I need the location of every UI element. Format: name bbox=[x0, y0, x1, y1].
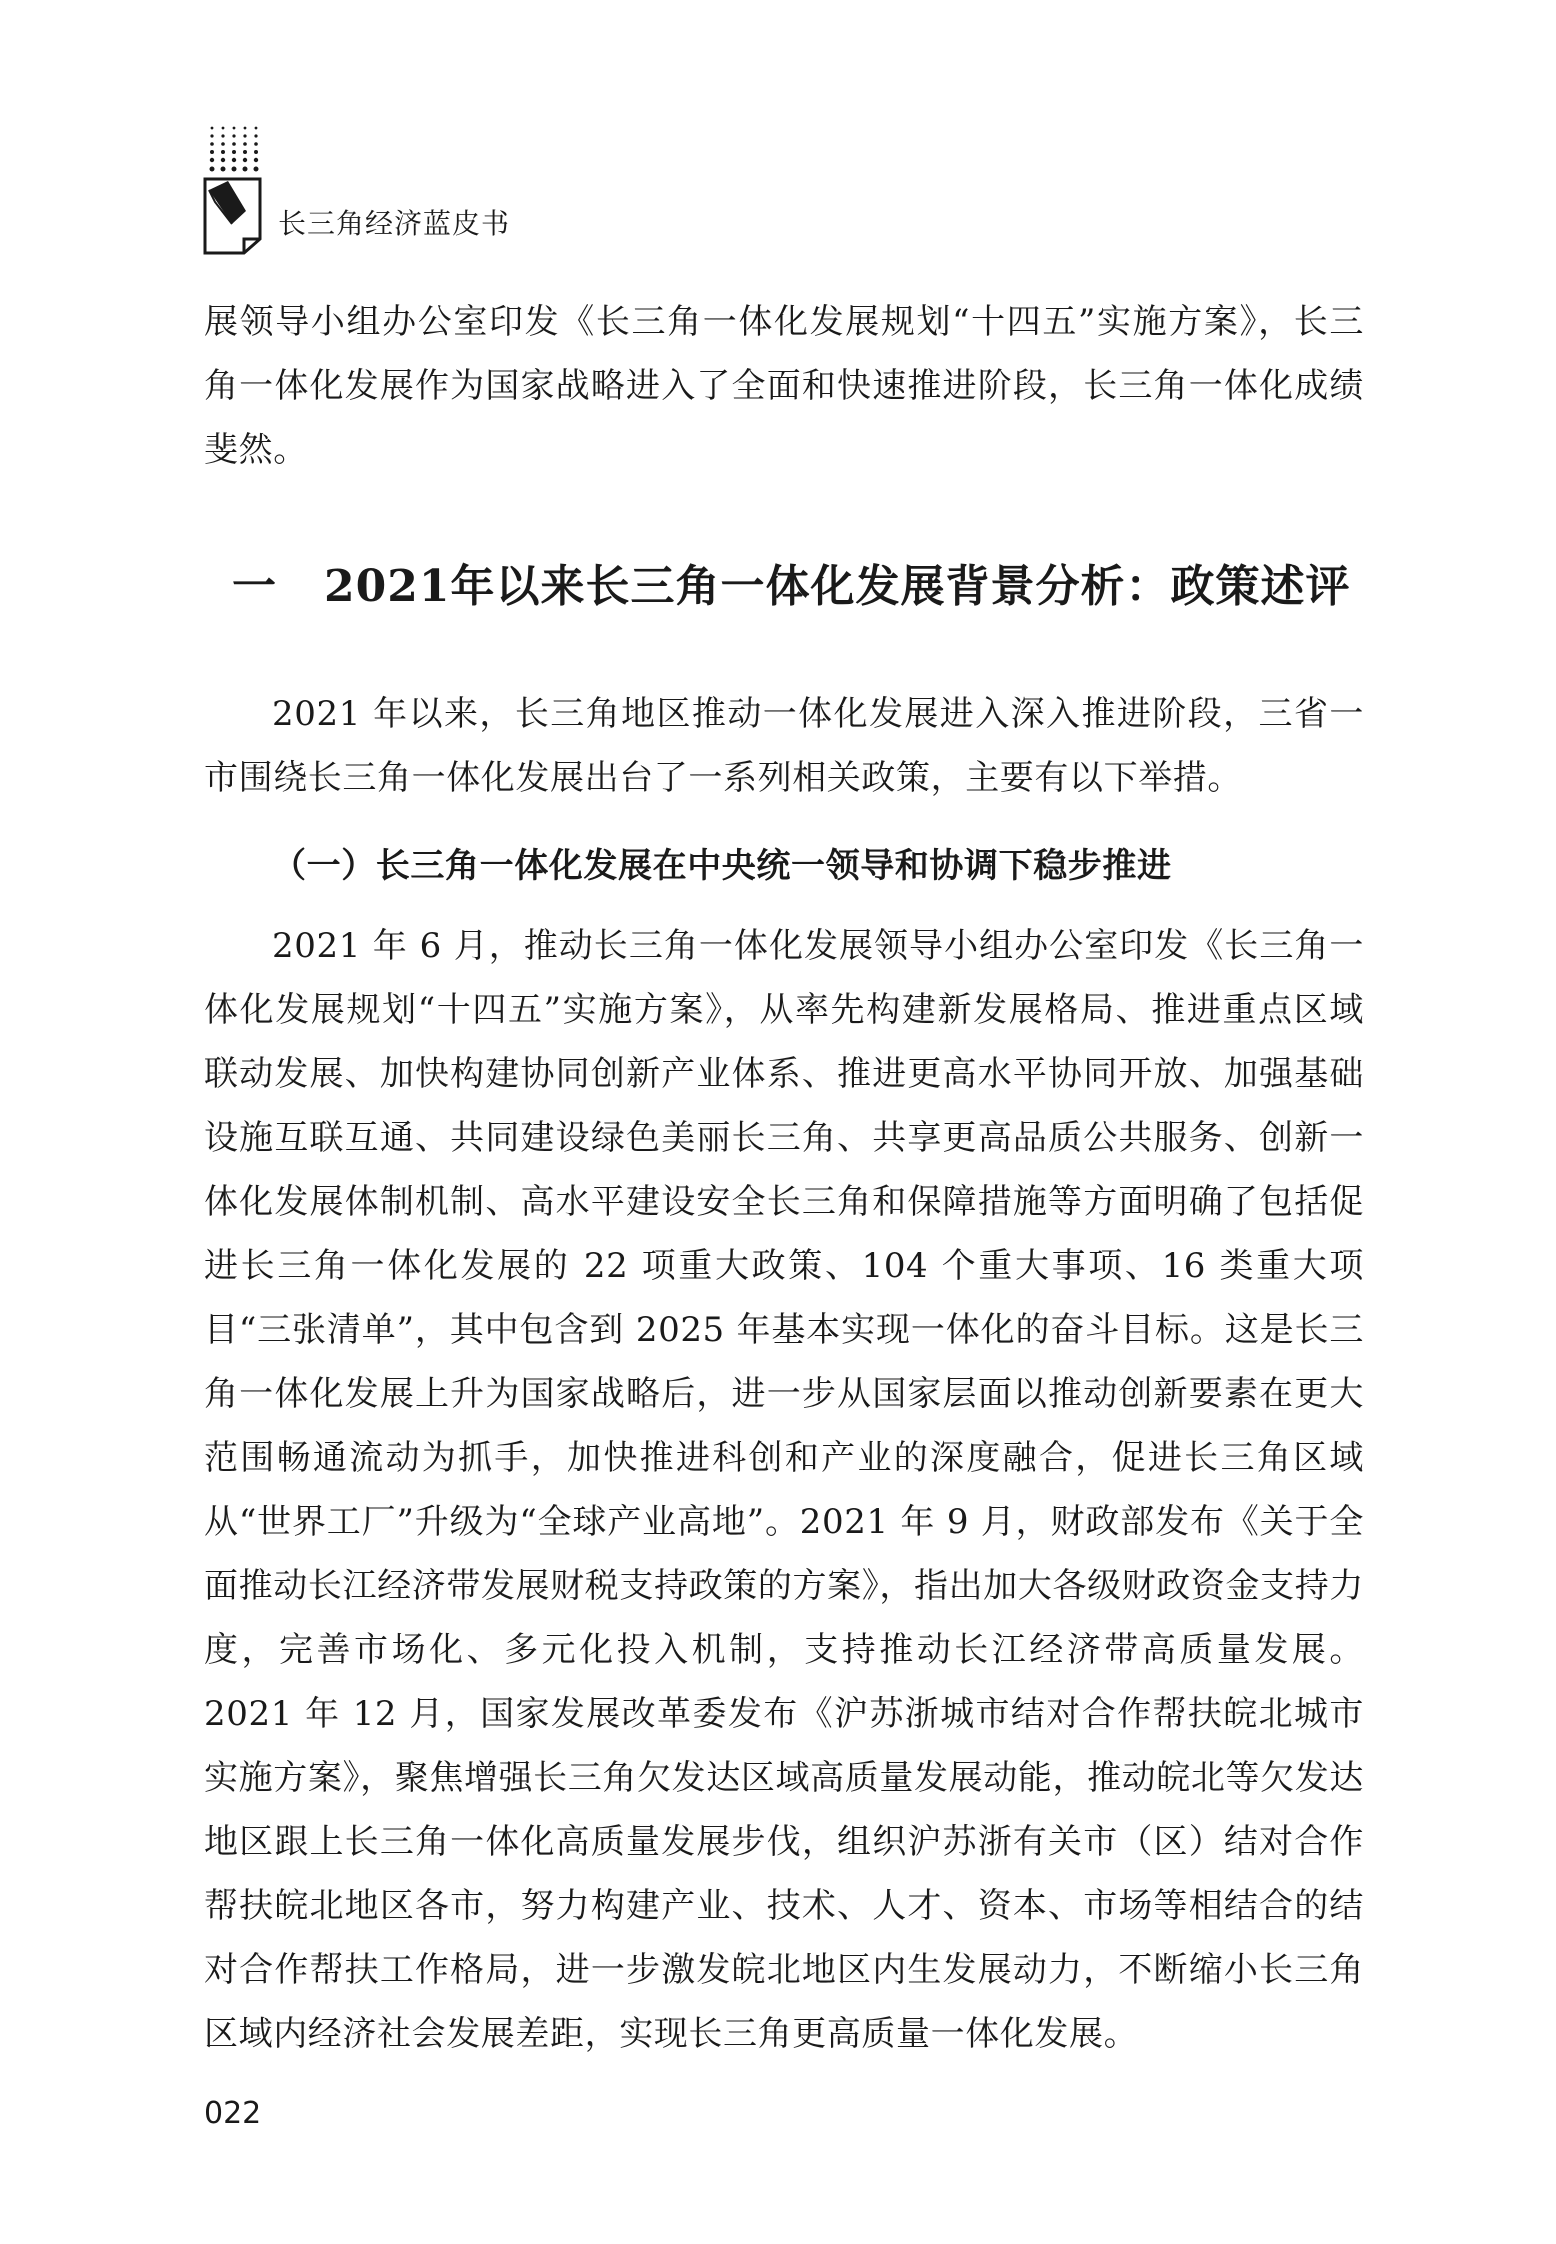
section-number: 一 bbox=[232, 561, 277, 612]
page-number: 022 bbox=[204, 2096, 262, 2131]
subsection-heading: （一）长三角一体化发展在中央统一领导和协调下稳步推进 bbox=[272, 845, 1172, 886]
dot-grid-icon bbox=[208, 124, 260, 174]
running-header bbox=[202, 124, 602, 264]
subsection-paragraph: 2021 年 6 月，推动长三角一体化发展领导小组办公室印发《长三角一体化发展规划“十四五”实施方案》，从率先构建新发展格局、推进重点区域联动发展、加快构建协同创新产业体系、推进更高水平协同开放、加强基础设施互联互通、共同建设绿色美丽长三角、共享更高品质公共服务、创新一体化发展体制机制、高水平建设安全长三角和保障措施等方面明确了包括促进长三角一体化发展的 22 项重大政策、104 个重大事项、16 类重大项目“三张清单”，其中包含到 2025 年基本实现一体化的奋斗目标。这是长三角一体化发展上升为国家战略后，进一步从国家层面以推动创新要素在更大范围畅通流动为抓手，加快推进科创和产业的深度融合，促进长三角区域从“世界工厂”升级为“全球产业高地”。2021 年 9 月，财政部发布《关于全面推动长江经济带发展财税支持政策的方案》，指出加大各级财政资金支持力度，完善市场化、多元化投入机制，支持推动长江经济带高质量发展。2021 年 12 月，国家发展改革委发布《沪苏浙城市结对合作帮扶皖北城市实施方案》，聚焦增强长三角欠发达区域高质量发展动能，推动皖北等欠发达地区跟上长三角一体化高质量发展步伐，组织沪苏浙有关市（区）结对合作帮扶皖北地区各市，努力构建产业、技术、人才、资本、市场等相结合的结对合作帮扶工作格局，进一步激发皖北地区内生发展动力，不断缩小长三角区域内经济社会发展差距，实现长三角更高质量一体化发展。 bbox=[204, 926, 1364, 2054]
series-title: 长三角经济蓝皮书 bbox=[278, 207, 511, 240]
section-title: 2021年以来长三角一体化发展背景分析：政策述评 bbox=[324, 561, 1351, 612]
book-icon bbox=[202, 176, 264, 256]
page-body bbox=[204, 290, 1364, 2066]
section-paragraph: 2021 年以来，长三角地区推动一体化发展进入深入推进阶段，三省一市围绕长三角一体化发展出台了一系列相关政策，主要有以下举措。 bbox=[204, 694, 1364, 798]
intro-paragraph: 展领导小组办公室印发《长三角一体化发展规划“十四五”实施方案》，长三角一体化发展作为国家战略进入了全面和快速推进阶段，长三角一体化成绩斐然。 bbox=[204, 302, 1364, 470]
section-heading bbox=[204, 482, 1364, 682]
